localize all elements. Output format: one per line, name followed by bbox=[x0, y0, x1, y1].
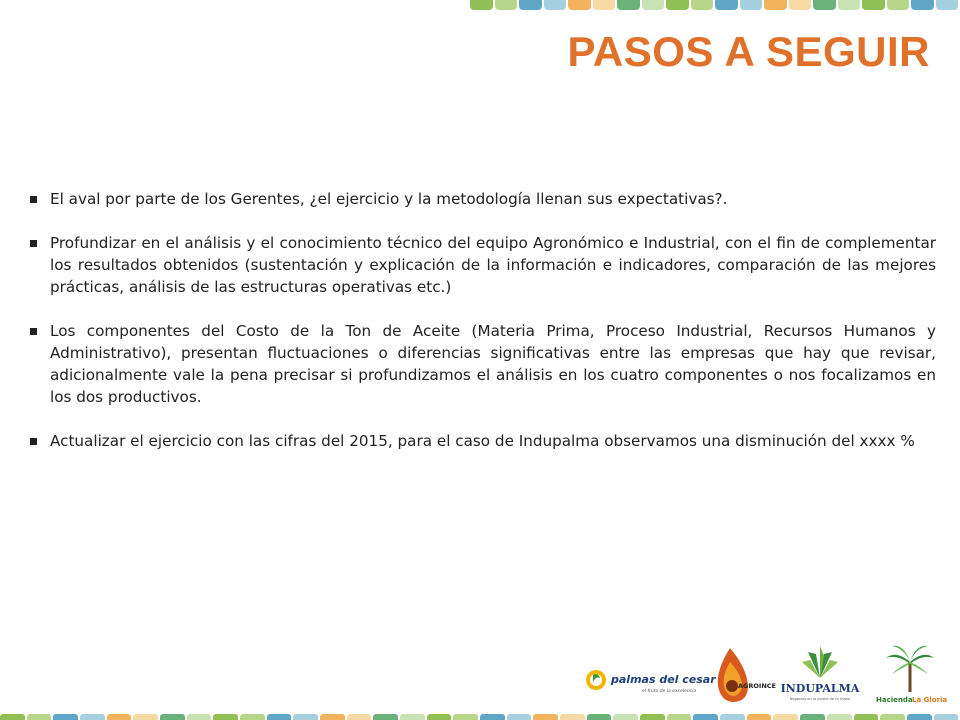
stripe-segment bbox=[373, 714, 398, 720]
stripe-segment bbox=[907, 714, 932, 720]
stripe-segment bbox=[813, 0, 836, 10]
stripe-segment bbox=[880, 714, 905, 720]
stripe-segment bbox=[133, 714, 158, 720]
agroince-logo bbox=[712, 646, 778, 706]
stripe-segment bbox=[293, 714, 318, 720]
stripe-segment bbox=[747, 714, 772, 720]
stripe-segment bbox=[80, 714, 105, 720]
stripe-segment bbox=[617, 0, 640, 10]
stripe-segment bbox=[934, 714, 959, 720]
stripe-segment bbox=[887, 0, 910, 10]
bullet-square-icon bbox=[30, 196, 37, 203]
indupalma-name: INDUPALMA bbox=[780, 682, 860, 695]
palmas-name: palmas del cesar bbox=[611, 673, 716, 686]
stripe-segment bbox=[587, 714, 612, 720]
bullet-square-icon bbox=[30, 438, 37, 445]
hacienda-palm-icon bbox=[870, 640, 950, 706]
stripe-segment bbox=[453, 714, 478, 720]
stripe-segment bbox=[666, 0, 689, 10]
hacienda-la-gloria-logo bbox=[870, 640, 950, 706]
bullet-item bbox=[30, 430, 936, 452]
stripe-segment bbox=[470, 0, 493, 10]
stripe-segment bbox=[400, 714, 425, 720]
stripe-segment bbox=[773, 714, 798, 720]
slide-title: PASOS A SEGUIR bbox=[567, 28, 930, 75]
bullet-item bbox=[30, 320, 936, 408]
stripe-segment bbox=[691, 0, 714, 10]
stripe-segment bbox=[613, 714, 638, 720]
stripe-segment bbox=[789, 0, 812, 10]
stripe-segment bbox=[640, 714, 665, 720]
palmas-leaf-icon bbox=[584, 662, 716, 698]
bullet-list bbox=[30, 188, 936, 474]
bullet-square-icon bbox=[30, 328, 37, 335]
stripe-segment bbox=[800, 714, 825, 720]
stripe-segment bbox=[519, 0, 542, 10]
bullet-item bbox=[30, 232, 936, 298]
bullet-text: Los componentes del Costo de la Ton de Aceite (Materia Prima, Proceso Industrial, Recursos Humanos y Administrativo), presentan fluctuaciones o diferencias significativas entre las empresas que hay que revisar, adicionalmente vale la pena precisar si profundizamos el análisis en los cuatro componentes o nos focalizamos en los dos productivos. bbox=[50, 322, 936, 406]
stripe-segment bbox=[267, 714, 292, 720]
bullet-item bbox=[30, 188, 936, 210]
stripe-segment bbox=[240, 714, 265, 720]
stripe-segment bbox=[160, 714, 185, 720]
stripe-segment bbox=[720, 714, 745, 720]
stripe-segment bbox=[507, 714, 532, 720]
stripe-segment bbox=[667, 714, 692, 720]
stripe-segment bbox=[568, 0, 591, 10]
stripe-segment bbox=[593, 0, 616, 10]
agroince-drop-icon bbox=[712, 646, 778, 706]
stripe-segment bbox=[838, 0, 861, 10]
stripe-segment bbox=[544, 0, 567, 10]
stripe-segment bbox=[827, 714, 852, 720]
stripe-segment bbox=[213, 714, 238, 720]
bottom-decorative-stripes bbox=[0, 714, 960, 720]
stripe-segment bbox=[862, 0, 885, 10]
stripe-segment bbox=[764, 0, 787, 10]
stripe-segment bbox=[936, 0, 959, 10]
bullet-square-icon bbox=[30, 240, 37, 247]
palmas-tagline: el fruto de la excelencia bbox=[642, 689, 697, 694]
hacienda-name-a: Hacienda bbox=[876, 696, 913, 704]
stripe-segment bbox=[347, 714, 372, 720]
indupalma-palm-icon bbox=[780, 644, 860, 706]
indupalma-tagline: Negocios en la palma de tu mano bbox=[789, 697, 851, 701]
stripe-segment bbox=[740, 0, 763, 10]
stripe-segment bbox=[320, 714, 345, 720]
stripe-segment bbox=[480, 714, 505, 720]
stripe-segment bbox=[427, 714, 452, 720]
bullet-text: Profundizar en el análisis y el conocimiento técnico del equipo Agronómico e Industrial, con el fin de complementar los resultados obtenidos (sustentación y explicación de la información e indicadores, comparación de las mejores prácticas, análisis de las estructuras operativas etc.) bbox=[50, 234, 936, 296]
top-decorative-stripes bbox=[470, 0, 960, 10]
stripe-segment bbox=[854, 714, 879, 720]
stripe-segment bbox=[911, 0, 934, 10]
palmas-del-cesar-logo bbox=[584, 662, 716, 698]
stripe-segment bbox=[0, 714, 25, 720]
stripe-segment bbox=[53, 714, 78, 720]
bullet-text: El aval por parte de los Gerentes, ¿el ejercicio y la metodología llenan sus expectativas?. bbox=[50, 190, 728, 208]
stripe-segment bbox=[495, 0, 518, 10]
stripe-segment bbox=[107, 714, 132, 720]
stripe-segment bbox=[642, 0, 665, 10]
stripe-segment bbox=[187, 714, 212, 720]
company-logos bbox=[584, 638, 954, 708]
stripe-segment bbox=[693, 714, 718, 720]
stripe-segment bbox=[27, 714, 52, 720]
stripe-segment bbox=[560, 714, 585, 720]
indupalma-logo bbox=[780, 644, 860, 706]
stripe-segment bbox=[533, 714, 558, 720]
agroince-name: AGROINCE bbox=[738, 682, 776, 690]
stripe-segment bbox=[715, 0, 738, 10]
hacienda-name-b: La Gloria bbox=[912, 696, 948, 704]
bullet-text: Actualizar el ejercicio con las cifras del 2015, para el caso de Indupalma observamos una disminución del xxxx % bbox=[50, 432, 915, 450]
